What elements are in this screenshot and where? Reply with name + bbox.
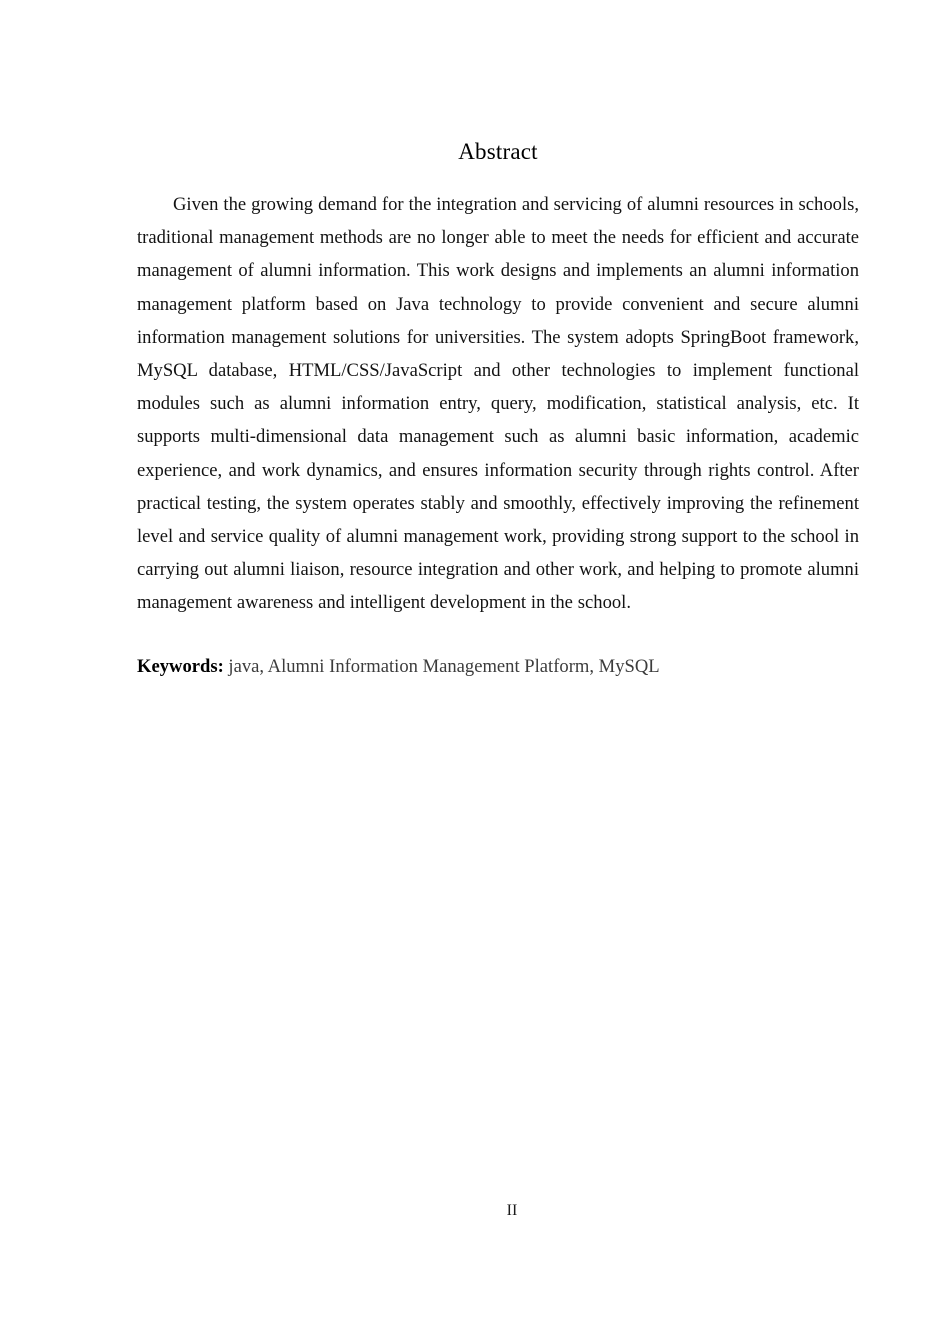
keywords-value: java, Alumni Information Management Platform, MySQL	[228, 656, 660, 677]
abstract-paragraph: Given the growing demand for the integration and servicing of alumni resources in schools, traditional management methods are no longer able to meet the needs for efficient and accurate management of alumni information. This work designs and implements an alumni information management platform based on Java technology to provide convenient and secure alumni information management solutions for universities. The system adopts SpringBoot framework, MySQL database, HTML/CSS/JavaScript and other technologies to implement functional modules such as alumni information entry, query, modification, statistical analysis, etc. It supports multi-dimensional data management such as alumni basic information, academic experience, and work dynamics, and ensures information security through rights control. After practical testing, the system operates stably and smoothly, effectively improving the refinement level and service quality of alumni management work, providing strong support to the school in carrying out alumni liaison, resource integration and other work, and helping to promote alumni management awareness and intelligent development in the school.	[137, 194, 859, 614]
page-title: Abstract	[458, 139, 538, 164]
keywords-label: Keywords:	[137, 656, 224, 677]
keywords-line	[137, 652, 859, 682]
page-number: II	[506, 1202, 518, 1219]
